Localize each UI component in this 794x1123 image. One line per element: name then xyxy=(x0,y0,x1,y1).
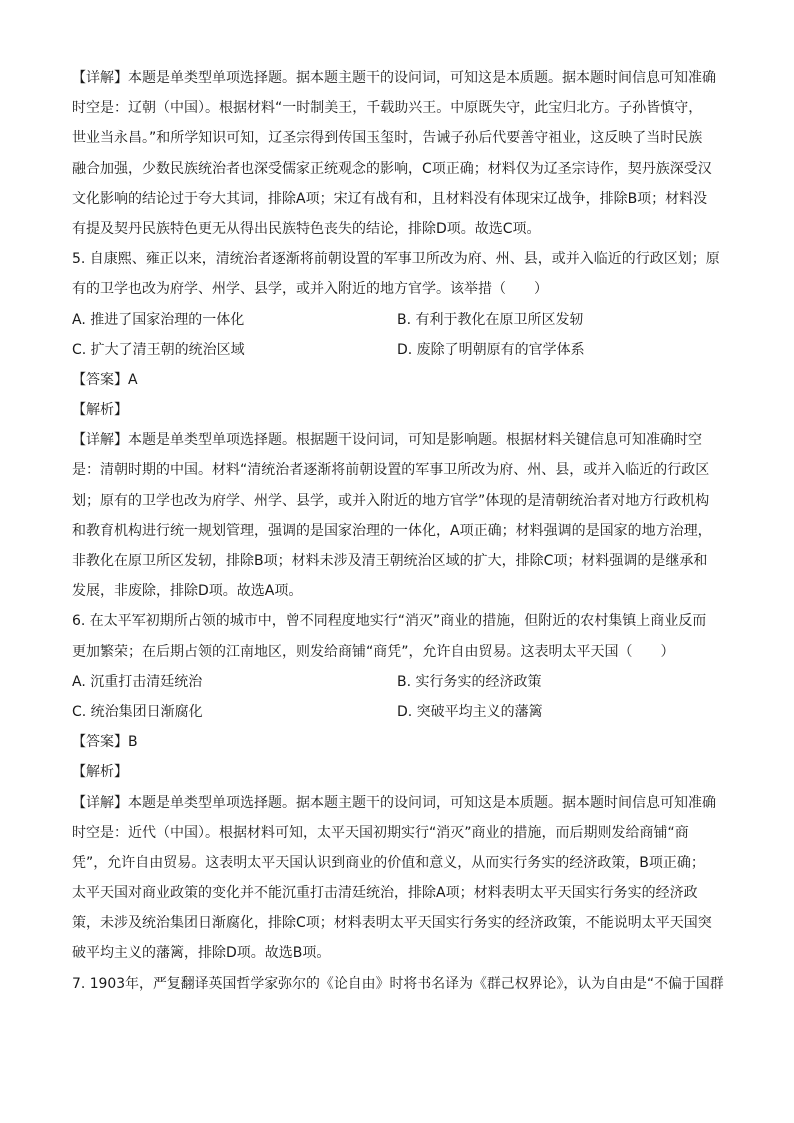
q6-answer: 【答案】B xyxy=(72,734,138,751)
q5-options-row-1 xyxy=(72,305,724,335)
q6-analysis-label: 【解析】 xyxy=(72,764,128,781)
q6-option-a: A. 沉重打击清廷统治 xyxy=(72,673,203,690)
q4-detail xyxy=(72,63,724,244)
q5-detail xyxy=(72,425,724,606)
page-content xyxy=(72,63,724,999)
q5-detail-line: 划；原有的卫学也改为府学、州学、县学，或并入附近的地方官学”体现的是清朝统治者对地方行政机构 xyxy=(72,492,710,509)
q5-analysis-label: 【解析】 xyxy=(72,402,128,419)
q4-detail-line: 【详解】本题是单类型单项选择题。据本题主题干的设问词，可知这是本质题。据本题时间信息可知准确 xyxy=(72,70,716,86)
q5-detail-line: 【详解】本题是单类型单项选择题。根据题干设问词，可知是影响题。根据材料关键信息可知准确时空 xyxy=(72,432,702,449)
q5-detail-line: 发展，非废除，排除D项。故选A项。 xyxy=(72,583,303,600)
q4-detail-line: 融合加强，少数民族统治者也深受儒家正统观念的影响，C项正确；材料仅为辽圣宗诗作，契丹族深受汉 xyxy=(72,160,712,177)
q7-stem-line: 7. 1903年，严复翻译英国哲学家弥尔的《论自由》时将书名译为《群己权界论》，认为自由是“不偏于国群 xyxy=(72,975,724,992)
q6-stem xyxy=(72,606,724,666)
q6-detail-line: 策，未涉及统治集团日渐腐化，排除C项；材料表明太平天国实行务实的经济政策，不能说明太平天国突 xyxy=(72,915,712,932)
q4-detail-line: 有提及契丹民族特色更无从得出民族特色丧失的结论，排除D项。故选C项。 xyxy=(72,220,541,237)
q5-option-c: C. 扩大了清王朝的统治区域 xyxy=(72,341,245,358)
q6-option-b: B. 实行务实的经济政策 xyxy=(397,673,542,690)
q5-detail-line: 是：清朝时期的中国。材料“清统治者逐渐将前朝设置的军事卫所改为府、州、县，或并入临近的行政区 xyxy=(72,462,710,479)
q6-option-c: C. 统治集团日渐腐化 xyxy=(72,703,203,720)
q5-stem-line: 5. 自康熙、雍正以来，清统治者逐渐将前朝设置的军事卫所改为府、州、县，或并入临近的行政区划；原 xyxy=(72,251,720,268)
q4-detail-line: 时空是：辽朝（中国）。根据材料“一时制美王，千载助兴王。中原既失守，此宝归北方。子孙皆慎守， xyxy=(72,100,703,117)
q6-detail-line: 破平均主义的藩篱，排除D项。故选B项。 xyxy=(72,945,331,962)
q4-detail-line: 世业当永昌。”和所学知识可知，辽圣宗得到传国玉玺时，告诫子孙后代要善守祖业，这反映了当时民族 xyxy=(72,130,703,147)
q6-option-d: D. 突破平均主义的藩篱 xyxy=(397,703,543,720)
q6-stem-line: 更加繁荣；在后期占领的江南地区，则发给商铺“商凭”，允许自由贸易。这表明太平天国（ ） xyxy=(72,643,675,660)
q6-stem-line: 6. 在太平军初期所占领的城市中，曾不同程度地实行“消灭”商业的措施，但附近的农村集镇上商业反而 xyxy=(72,613,707,630)
q5-option-d: D. 废除了明朝原有的官学体系 xyxy=(397,341,585,358)
q5-detail-line: 非教化在原卫所区发轫，排除B项；材料未涉及清王朝统治区域的扩大，排除C项；材料强调的是继承和 xyxy=(72,553,708,569)
q6-options-row-1 xyxy=(72,667,724,697)
q7-stem xyxy=(72,969,724,999)
q5-answer: 【答案】A xyxy=(72,371,138,388)
q5-detail-line: 和教育机构进行统一规划管理，强调的是国家治理的一体化，A项正确；材料强调的是国家的地方治理， xyxy=(72,522,712,539)
q6-detail-line: 太平天国对商业政策的变化并不能沉重打击清廷统治，排除A项；材料表明太平天国实行务实的经济政 xyxy=(72,885,698,902)
q4-detail-line: 文化影响的结论过于夸大其词，排除A项；宋辽有战有和，且材料没有体现宋辽战争，排除B项；材料没 xyxy=(72,190,708,207)
q6-detail-line: 凭”，允许自由贸易。这表明太平天国认识到商业的价值和意义，从而实行务实的经济政策，B项正确； xyxy=(72,854,705,871)
q5-option-a: A. 推进了国家治理的一体化 xyxy=(72,311,245,328)
q6-detail-line: 【详解】本题是单类型单项选择题。据本题主题干的设问词，可知这是本质题。据本题时间信息可知准确 xyxy=(72,794,716,811)
q5-options-row-2 xyxy=(72,335,724,365)
q5-stem xyxy=(72,244,724,304)
q6-detail xyxy=(72,788,724,969)
q5-stem-line: 有的卫学也改为府学、州学、县学，或并入附近的地方官学。该举措（ ） xyxy=(72,281,548,298)
q6-detail-line: 时空是：近代（中国）。根据材料可知，太平天国初期实行“消灭”商业的措施，而后期则发给商铺“商 xyxy=(72,824,689,841)
q5-option-b: B. 有利于教化在原卫所区发轫 xyxy=(397,311,584,328)
q6-options-row-2 xyxy=(72,697,724,727)
